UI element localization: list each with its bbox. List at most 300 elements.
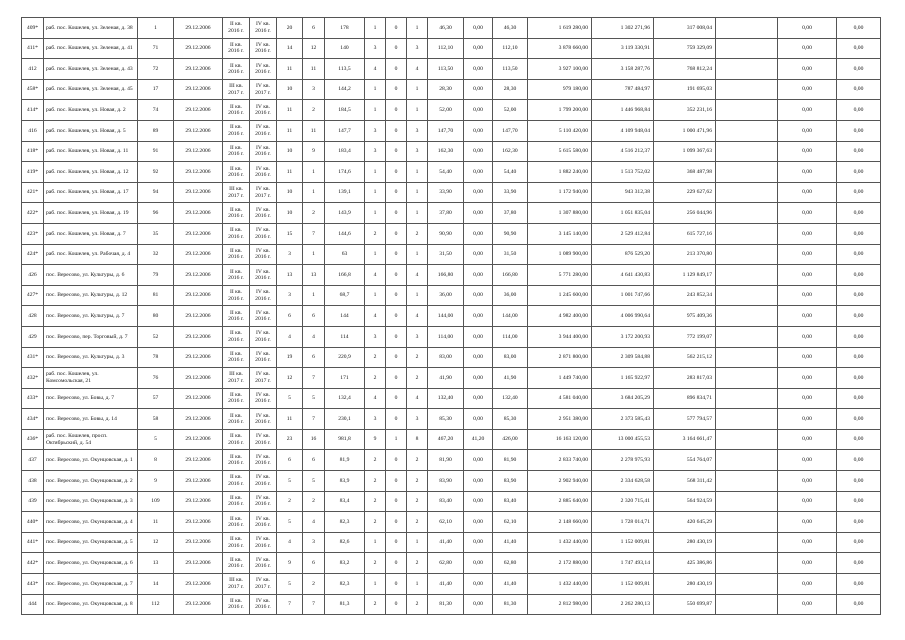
cell-cost-reserve: 0,00 xyxy=(837,388,881,409)
cell-cost-fund: 876 529,20 xyxy=(592,244,654,265)
cell-total-area: 184,5 xyxy=(325,100,365,121)
cell-start-quarter: II кв. 2016 г. xyxy=(223,512,250,533)
cell-cost-budget: 1 129 849,17 xyxy=(654,265,716,286)
cell-resettled-count: 1 xyxy=(303,162,325,183)
cell-date: 29.12.2006 xyxy=(174,182,223,203)
cell-date: 29.12.2006 xyxy=(174,553,223,574)
cell-flats-municipal: 0 xyxy=(386,306,407,327)
cell-area-total: 114,00 xyxy=(428,326,464,347)
cell-cost-reserve: 0,00 xyxy=(837,512,881,533)
cell-cost-budget: 562 215,12 xyxy=(654,347,716,368)
cell-start-quarter: II кв. 2016 г. xyxy=(223,553,250,574)
cell-cost-budget: 229 627,62 xyxy=(654,182,716,203)
cell-address: пос. Вересово, ул. Окунцовская, д. 5 xyxy=(44,532,138,553)
cell-cost-budget: 896 834,71 xyxy=(654,388,716,409)
cell-flats-private: 2 xyxy=(407,368,428,389)
cell-date: 29.12.2006 xyxy=(174,100,223,121)
cell-area-total: 467,20 xyxy=(428,429,464,450)
cell-end-quarter: IV кв. 2016 г. xyxy=(250,491,277,512)
cell-cost-total: 1 449 740,00 xyxy=(528,368,592,389)
cell-flats-total: 2 xyxy=(365,223,386,244)
cell-cost-budget: 1 099 367,63 xyxy=(654,141,716,162)
cell-address: раб. пос. Кошелев, ул. Новая, д. 19 xyxy=(44,203,138,224)
cell-residents-count: 2 xyxy=(277,491,303,512)
cell-area-private: 41,90 xyxy=(493,368,528,389)
cell-resettled-count: 7 xyxy=(303,368,325,389)
cell-cost-other xyxy=(716,265,778,286)
cell-cost-total: 1 882 240,00 xyxy=(528,162,592,183)
table-row xyxy=(22,162,881,183)
table-row xyxy=(22,265,881,286)
cell-cost-other xyxy=(716,162,778,183)
cell-date: 29.12.2006 xyxy=(174,471,223,492)
cell-area-private: 166,80 xyxy=(493,265,528,286)
cell-cost-fund: 3 119 330,91 xyxy=(592,38,654,59)
cell-address: пос. Вересово, ул. Окунцовская, д. 8 xyxy=(44,594,138,615)
table-row xyxy=(22,120,881,141)
cell-date: 29.12.2006 xyxy=(174,512,223,533)
cell-row-number: 426 xyxy=(22,265,44,286)
cell-area-municipal: 0,00 xyxy=(464,100,493,121)
cell-flats-municipal: 0 xyxy=(386,388,407,409)
cell-row-number: 419* xyxy=(22,162,44,183)
cell-area-private: 83,00 xyxy=(493,347,528,368)
cell-address: раб. пос. Кошелев, ул. Новая, д. 7 xyxy=(44,223,138,244)
cell-flats-municipal: 0 xyxy=(386,409,407,430)
cell-cost-extra: 0,00 xyxy=(778,59,837,80)
table-row xyxy=(22,532,881,553)
cell-cost-total: 1 432 440,00 xyxy=(528,532,592,553)
cell-address: пос. Вересово, ул. Культуры, д. 7 xyxy=(44,306,138,327)
table-row xyxy=(22,409,881,430)
cell-cost-extra: 0,00 xyxy=(778,429,837,450)
cell-flats-private: 4 xyxy=(407,388,428,409)
cell-cost-total: 2 812 980,00 xyxy=(528,594,592,615)
cell-flats-municipal: 0 xyxy=(386,59,407,80)
cell-flats-municipal: 0 xyxy=(386,553,407,574)
table-row xyxy=(22,388,881,409)
cell-doc-number: 17 xyxy=(138,79,174,100)
cell-date: 29.12.2006 xyxy=(174,368,223,389)
cell-cost-fund: 13 000 455,53 xyxy=(592,429,654,450)
cell-flats-private: 3 xyxy=(407,38,428,59)
cell-area-municipal: 0,00 xyxy=(464,244,493,265)
cell-area-total: 52,00 xyxy=(428,100,464,121)
cell-area-municipal: 0,00 xyxy=(464,285,493,306)
cell-flats-municipal: 0 xyxy=(386,285,407,306)
cell-area-private: 33,90 xyxy=(493,182,528,203)
cell-flats-total: 4 xyxy=(365,388,386,409)
cell-address: раб. пос. Кошелев, ул. Новая, д. 17 xyxy=(44,182,138,203)
cell-doc-number: 9 xyxy=(138,471,174,492)
cell-flats-municipal: 0 xyxy=(386,100,407,121)
cell-total-area: 147,7 xyxy=(325,120,365,141)
cell-doc-number: 91 xyxy=(138,141,174,162)
cell-flats-municipal: 0 xyxy=(386,120,407,141)
cell-flats-total: 1 xyxy=(365,203,386,224)
cell-residents-count: 4 xyxy=(277,326,303,347)
cell-flats-municipal: 0 xyxy=(386,574,407,595)
cell-cost-reserve: 0,00 xyxy=(837,120,881,141)
cell-area-total: 46,30 xyxy=(428,18,464,39)
cell-cost-extra: 0,00 xyxy=(778,450,837,471)
cell-doc-number: 1 xyxy=(138,18,174,39)
cell-flats-private: 2 xyxy=(407,491,428,512)
cell-flats-private: 2 xyxy=(407,594,428,615)
cell-date: 29.12.2006 xyxy=(174,223,223,244)
cell-total-area: 82,3 xyxy=(325,512,365,533)
cell-cost-extra: 0,00 xyxy=(778,553,837,574)
cell-area-total: 36,00 xyxy=(428,285,464,306)
cell-area-total: 81,90 xyxy=(428,450,464,471)
cell-address: раб. пос. Кошелев, ул. Новая, д. 2 xyxy=(44,100,138,121)
cell-area-total: 144,00 xyxy=(428,306,464,327)
cell-residents-count: 11 xyxy=(277,162,303,183)
cell-cost-reserve: 0,00 xyxy=(837,326,881,347)
cell-area-private: 36,00 xyxy=(493,285,528,306)
cell-flats-total: 1 xyxy=(365,182,386,203)
cell-flats-private: 4 xyxy=(407,306,428,327)
cell-end-quarter: IV кв. 2016 г. xyxy=(250,285,277,306)
cell-flats-total: 1 xyxy=(365,532,386,553)
cell-address: раб. пос. Кошелев, просп. Октябрьский, д. 54 xyxy=(44,429,138,450)
cell-end-quarter: IV кв. 2016 г. xyxy=(250,409,277,430)
cell-area-private: 426,00 xyxy=(493,429,528,450)
cell-cost-reserve: 0,00 xyxy=(837,244,881,265)
cell-area-private: 52,00 xyxy=(493,100,528,121)
cell-start-quarter: II кв. 2016 г. xyxy=(223,120,250,141)
cell-flats-private: 1 xyxy=(407,244,428,265)
cell-cost-reserve: 0,00 xyxy=(837,59,881,80)
cell-area-total: 33,90 xyxy=(428,182,464,203)
cell-end-quarter: IV кв. 2016 г. xyxy=(250,471,277,492)
cell-cost-reserve: 0,00 xyxy=(837,491,881,512)
cell-address: пос. Вересово, пер. Торговый, д. 7 xyxy=(44,326,138,347)
cell-flats-total: 1 xyxy=(365,574,386,595)
cell-row-number: 428 xyxy=(22,306,44,327)
cell-cost-reserve: 0,00 xyxy=(837,203,881,224)
table-row xyxy=(22,79,881,100)
cell-cost-reserve: 0,00 xyxy=(837,368,881,389)
cell-start-quarter: II кв. 2016 г. xyxy=(223,100,250,121)
cell-area-private: 46,30 xyxy=(493,18,528,39)
cell-cost-reserve: 0,00 xyxy=(837,471,881,492)
cell-row-number: 441* xyxy=(22,532,44,553)
cell-cost-fund: 4 006 990,64 xyxy=(592,306,654,327)
cell-date: 29.12.2006 xyxy=(174,244,223,265)
cell-date: 29.12.2006 xyxy=(174,120,223,141)
cell-flats-municipal: 0 xyxy=(386,326,407,347)
cell-area-municipal: 0,00 xyxy=(464,162,493,183)
cell-cost-budget: 3 164 661,47 xyxy=(654,429,716,450)
cell-cost-budget: 568 311,42 xyxy=(654,471,716,492)
cell-cost-other xyxy=(716,203,778,224)
cell-date: 29.12.2006 xyxy=(174,347,223,368)
cell-flats-total: 2 xyxy=(365,368,386,389)
cell-flats-private: 8 xyxy=(407,429,428,450)
cell-cost-budget: 256 044,96 xyxy=(654,203,716,224)
cell-cost-other xyxy=(716,388,778,409)
cell-total-area: 132,4 xyxy=(325,388,365,409)
cell-start-quarter: II кв. 2016 г. xyxy=(223,347,250,368)
cell-row-number: 433* xyxy=(22,388,44,409)
cell-area-total: 41,40 xyxy=(428,532,464,553)
table-row xyxy=(22,512,881,533)
cell-area-private: 81,30 xyxy=(493,594,528,615)
table-row xyxy=(22,326,881,347)
cell-resettled-count: 13 xyxy=(303,265,325,286)
cell-start-quarter: II кв. 2016 г. xyxy=(223,450,250,471)
cell-total-area: 220,9 xyxy=(325,347,365,368)
cell-cost-budget: 564 924,59 xyxy=(654,491,716,512)
table-row xyxy=(22,59,881,80)
cell-cost-fund: 2 262 280,13 xyxy=(592,594,654,615)
cell-cost-reserve: 0,00 xyxy=(837,347,881,368)
cell-cost-extra: 0,00 xyxy=(778,326,837,347)
cell-cost-budget: 425 386,86 xyxy=(654,553,716,574)
table-body xyxy=(22,18,881,615)
cell-residents-count: 10 xyxy=(277,141,303,162)
cell-row-number: 437 xyxy=(22,450,44,471)
cell-date: 29.12.2006 xyxy=(174,265,223,286)
cell-cost-budget: 283 817,03 xyxy=(654,368,716,389)
cell-end-quarter: IV кв. 2016 г. xyxy=(250,306,277,327)
cell-residents-count: 23 xyxy=(277,429,303,450)
cell-row-number: 444 xyxy=(22,594,44,615)
cell-area-municipal: 0,00 xyxy=(464,553,493,574)
cell-end-quarter: IV кв. 2016 г. xyxy=(250,450,277,471)
cell-total-area: 183,4 xyxy=(325,141,365,162)
cell-cost-other xyxy=(716,100,778,121)
cell-row-number: 439 xyxy=(22,491,44,512)
cell-cost-budget: 768 812,24 xyxy=(654,59,716,80)
table-row xyxy=(22,223,881,244)
cell-date: 29.12.2006 xyxy=(174,38,223,59)
cell-doc-number: 79 xyxy=(138,265,174,286)
cell-resettled-count: 6 xyxy=(303,306,325,327)
cell-cost-total: 1 307 880,00 xyxy=(528,203,592,224)
cell-area-private: 41,40 xyxy=(493,574,528,595)
cell-area-total: 54,40 xyxy=(428,162,464,183)
cell-cost-total: 2 172 880,00 xyxy=(528,553,592,574)
cell-residents-count: 10 xyxy=(277,203,303,224)
cell-cost-extra: 0,00 xyxy=(778,265,837,286)
cell-flats-private: 1 xyxy=(407,574,428,595)
cell-cost-total: 1 432 440,00 xyxy=(528,574,592,595)
cell-total-area: 171 xyxy=(325,368,365,389)
cell-start-quarter: II кв. 2016 г. xyxy=(223,265,250,286)
cell-cost-extra: 0,00 xyxy=(778,368,837,389)
cell-cost-total: 5 771 280,00 xyxy=(528,265,592,286)
cell-cost-extra: 0,00 xyxy=(778,388,837,409)
cell-cost-other xyxy=(716,244,778,265)
cell-doc-number: 5 xyxy=(138,429,174,450)
cell-cost-extra: 0,00 xyxy=(778,79,837,100)
cell-resettled-count: 1 xyxy=(303,244,325,265)
cell-cost-budget: 352 231,16 xyxy=(654,100,716,121)
cell-doc-number: 96 xyxy=(138,203,174,224)
cell-flats-total: 2 xyxy=(365,491,386,512)
cell-area-total: 81,30 xyxy=(428,594,464,615)
cell-start-quarter: II кв. 2016 г. xyxy=(223,203,250,224)
cell-date: 29.12.2006 xyxy=(174,594,223,615)
cell-flats-municipal: 0 xyxy=(386,265,407,286)
cell-cost-extra: 0,00 xyxy=(778,285,837,306)
cell-doc-number: 13 xyxy=(138,553,174,574)
cell-area-municipal: 0,00 xyxy=(464,368,493,389)
cell-cost-other xyxy=(716,285,778,306)
cell-residents-count: 11 xyxy=(277,120,303,141)
cell-cost-reserve: 0,00 xyxy=(837,162,881,183)
cell-doc-number: 14 xyxy=(138,574,174,595)
cell-flats-municipal: 0 xyxy=(386,244,407,265)
cell-cost-other xyxy=(716,512,778,533)
cell-date: 29.12.2006 xyxy=(174,429,223,450)
cell-cost-reserve: 0,00 xyxy=(837,223,881,244)
table-row xyxy=(22,429,881,450)
cell-doc-number: 74 xyxy=(138,100,174,121)
cell-cost-fund: 4 516 212,37 xyxy=(592,141,654,162)
cell-cost-budget: 1 000 471,96 xyxy=(654,120,716,141)
cell-total-area: 81,9 xyxy=(325,450,365,471)
cell-cost-total: 1 089 900,00 xyxy=(528,244,592,265)
cell-cost-extra: 0,00 xyxy=(778,347,837,368)
cell-cost-other xyxy=(716,38,778,59)
cell-area-total: 85,30 xyxy=(428,409,464,430)
cell-area-municipal: 0,00 xyxy=(464,512,493,533)
cell-flats-municipal: 0 xyxy=(386,141,407,162)
cell-end-quarter: IV кв. 2017 г. xyxy=(250,79,277,100)
cell-total-area: 143,9 xyxy=(325,203,365,224)
cell-total-area: 230,1 xyxy=(325,409,365,430)
cell-cost-total: 3 878 660,00 xyxy=(528,38,592,59)
cell-area-total: 41,90 xyxy=(428,368,464,389)
cell-cost-total: 3 145 140,00 xyxy=(528,223,592,244)
cell-start-quarter: II кв. 2016 г. xyxy=(223,532,250,553)
cell-doc-number: 72 xyxy=(138,59,174,80)
cell-residents-count: 3 xyxy=(277,285,303,306)
cell-residents-count: 6 xyxy=(277,306,303,327)
cell-cost-reserve: 0,00 xyxy=(837,38,881,59)
cell-area-municipal: 0,00 xyxy=(464,79,493,100)
cell-cost-budget: 368 487,98 xyxy=(654,162,716,183)
cell-start-quarter: III кв. 2017 г. xyxy=(223,574,250,595)
cell-cost-reserve: 0,00 xyxy=(837,450,881,471)
cell-start-quarter: II кв. 2016 г. xyxy=(223,429,250,450)
cell-doc-number: 11 xyxy=(138,512,174,533)
cell-resettled-count: 1 xyxy=(303,182,325,203)
cell-area-municipal: 0,00 xyxy=(464,326,493,347)
cell-area-total: 166,80 xyxy=(428,265,464,286)
cell-area-private: 54,40 xyxy=(493,162,528,183)
cell-cost-other xyxy=(716,409,778,430)
table-row xyxy=(22,594,881,615)
cell-cost-total: 1 619 280,00 xyxy=(528,18,592,39)
cell-cost-reserve: 0,00 xyxy=(837,141,881,162)
table-row xyxy=(22,141,881,162)
cell-area-private: 114,00 xyxy=(493,326,528,347)
cell-flats-private: 4 xyxy=(407,59,428,80)
cell-address: пос. Вересово, ул. Культуры, д. 12 xyxy=(44,285,138,306)
cell-area-total: 31,50 xyxy=(428,244,464,265)
cell-flats-private: 2 xyxy=(407,347,428,368)
cell-doc-number: 94 xyxy=(138,182,174,203)
cell-total-area: 81,3 xyxy=(325,594,365,615)
cell-resettled-count: 2 xyxy=(303,574,325,595)
cell-total-area: 82,3 xyxy=(325,574,365,595)
cell-area-total: 62,10 xyxy=(428,512,464,533)
cell-row-number: 436* xyxy=(22,429,44,450)
cell-address: пос. Вересово, ул. Окунцовская, д. 4 xyxy=(44,512,138,533)
cell-cost-other xyxy=(716,491,778,512)
cell-flats-private: 1 xyxy=(407,100,428,121)
table-row xyxy=(22,306,881,327)
cell-cost-other xyxy=(716,59,778,80)
cell-start-quarter: II кв. 2016 г. xyxy=(223,306,250,327)
cell-resettled-count: 16 xyxy=(303,429,325,450)
cell-row-number: 438 xyxy=(22,471,44,492)
cell-area-private: 83,40 xyxy=(493,491,528,512)
cell-area-private: 147,70 xyxy=(493,120,528,141)
cell-date: 29.12.2006 xyxy=(174,59,223,80)
cell-row-number: 458* xyxy=(22,79,44,100)
cell-cost-fund: 2 334 628,58 xyxy=(592,471,654,492)
cell-cost-total: 4 581 040,00 xyxy=(528,388,592,409)
cell-end-quarter: IV кв. 2016 г. xyxy=(250,120,277,141)
cell-end-quarter: IV кв. 2017 г. xyxy=(250,182,277,203)
cell-start-quarter: II кв. 2016 г. xyxy=(223,38,250,59)
cell-resettled-count: 7 xyxy=(303,594,325,615)
cell-flats-municipal: 0 xyxy=(386,38,407,59)
cell-resettled-count: 3 xyxy=(303,79,325,100)
cell-address: пос. Вересово, ул. Окунцовская, д. 3 xyxy=(44,491,138,512)
cell-row-number: 412 xyxy=(22,59,44,80)
cell-area-municipal: 0,00 xyxy=(464,265,493,286)
cell-area-total: 83,00 xyxy=(428,347,464,368)
cell-doc-number: 58 xyxy=(138,409,174,430)
cell-flats-total: 2 xyxy=(365,347,386,368)
cell-area-total: 28,30 xyxy=(428,79,464,100)
cell-cost-fund: 1 513 752,02 xyxy=(592,162,654,183)
cell-area-total: 41,40 xyxy=(428,574,464,595)
cell-resettled-count: 6 xyxy=(303,18,325,39)
cell-area-municipal: 0,00 xyxy=(464,182,493,203)
cell-start-quarter: II кв. 2016 г. xyxy=(223,141,250,162)
cell-row-number: 414* xyxy=(22,100,44,121)
cell-area-municipal: 0,00 xyxy=(464,532,493,553)
cell-area-total: 112,10 xyxy=(428,38,464,59)
cell-residents-count: 10 xyxy=(277,79,303,100)
cell-resettled-count: 2 xyxy=(303,100,325,121)
cell-cost-other xyxy=(716,574,778,595)
cell-doc-number: 12 xyxy=(138,532,174,553)
cell-start-quarter: III кв. 2017 г. xyxy=(223,79,250,100)
cell-end-quarter: IV кв. 2016 г. xyxy=(250,553,277,574)
cell-resettled-count: 6 xyxy=(303,347,325,368)
cell-cost-other xyxy=(716,223,778,244)
cell-area-municipal: 0,00 xyxy=(464,347,493,368)
cell-row-number: 423* xyxy=(22,223,44,244)
cell-date: 29.12.2006 xyxy=(174,532,223,553)
cell-area-municipal: 0,00 xyxy=(464,450,493,471)
cell-end-quarter: IV кв. 2016 г. xyxy=(250,141,277,162)
cell-address: пос. Вересово, ул. Окунцовская, д. 2 xyxy=(44,471,138,492)
cell-date: 29.12.2006 xyxy=(174,491,223,512)
cell-end-quarter: IV кв. 2016 г. xyxy=(250,100,277,121)
cell-cost-total: 16 163 120,00 xyxy=(528,429,592,450)
cell-cost-total: 2 885 640,00 xyxy=(528,491,592,512)
cell-cost-reserve: 0,00 xyxy=(837,100,881,121)
